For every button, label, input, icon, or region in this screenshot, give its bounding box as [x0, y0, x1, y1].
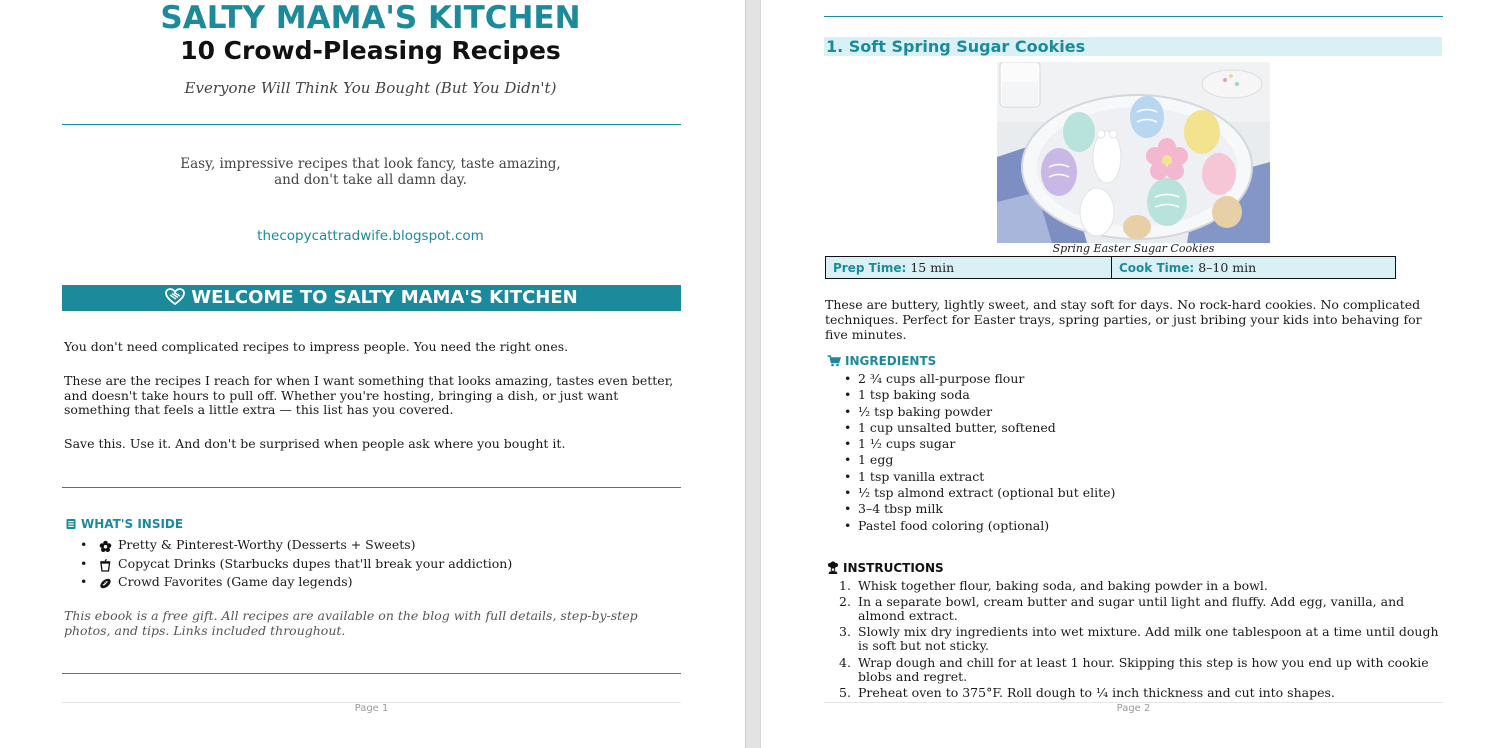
photo-caption: Spring Easter Sugar Cookies — [1052, 242, 1215, 255]
recipe-description: These are buttery, lightly sweet, and stay soft for days. No rock-hard cookies. No complicated techniques. Perfect for Easter trays, spring parties, or just bribing your kids into behaving for five minutes. — [825, 297, 1422, 342]
cart-icon — [827, 355, 841, 367]
step-number: 1. — [839, 578, 851, 593]
ingredients-label: INGREDIENTS — [845, 354, 937, 368]
ebook-subtitle: 10 Crowd-Pleasing Recipes — [180, 36, 561, 65]
divider — [62, 124, 681, 125]
ingredients-heading — [827, 354, 936, 368]
prep-time-cell — [826, 257, 1118, 278]
page-2 — [761, 0, 1500, 748]
intro-line-1: Easy, impressive recipes that look fancy, taste amazing, — [180, 156, 561, 172]
whats-inside-item-favorites: Crowd Favorites (Game day legends) — [118, 574, 353, 589]
list-item — [825, 686, 1445, 700]
divider — [62, 673, 681, 674]
page-number: Page 2 — [1116, 703, 1151, 714]
step-number: 4. — [839, 654, 851, 670]
sugar-cookies-image — [997, 62, 1270, 243]
recipe-title: 1. Soft Spring Sugar Cookies — [824, 37, 1442, 56]
welcome-paragraph-1: You don't need complicated recipes to impress people. You need the right ones. — [64, 339, 569, 354]
step-number: 3. — [839, 624, 851, 640]
brand-title: SALTY MAMA'S KITCHEN — [160, 0, 581, 36]
instructions-list — [825, 579, 1445, 702]
step-number: 5. — [839, 684, 851, 700]
instructions-heading — [827, 561, 944, 575]
cook-time-label: Cook Time: — [1119, 261, 1195, 275]
time-table — [825, 256, 1396, 279]
list-item: • 3–4 tbsp milk — [825, 501, 1425, 517]
list-item: • ½ tsp almond extract (optional but elite) — [825, 485, 1425, 501]
whats-inside-label: WHAT'S INSIDE — [81, 517, 184, 531]
intro-text — [0, 156, 741, 188]
coffee-cup-icon — [99, 559, 112, 572]
instructions-label: INSTRUCTIONS — [843, 561, 944, 575]
list-item — [825, 579, 1445, 593]
heart-hand-icon — [165, 288, 185, 306]
welcome-banner-title: WELCOME TO SALTY MAMA'S KITCHEN — [191, 287, 578, 308]
ingredients-list — [825, 371, 1425, 534]
intro-line-2: and don't take all damn day. — [274, 172, 467, 188]
step-number: 2. — [839, 594, 851, 610]
step-text: Slowly mix dry ingredients into wet mixture. Add milk one tablespoon at a time until dough is soft but not sticky. — [858, 624, 1439, 654]
page-gutter — [745, 0, 761, 748]
list-item: • 1 cup unsalted butter, softened — [825, 420, 1425, 436]
divider — [824, 16, 1443, 17]
page-1 — [0, 0, 745, 748]
cook-time-value: 8–10 min — [1198, 260, 1257, 275]
list-item: • 1 ½ cups sugar — [825, 436, 1425, 452]
whats-inside-item-drinks: Copycat Drinks (Starbucks dupes that'll break your addiction) — [118, 555, 513, 571]
prep-time-value: 15 min — [910, 260, 955, 275]
list-item: • Crowd Favorites (Game day legends) — [80, 574, 353, 589]
gift-note: This ebook is a free gift. All recipes are available on the blog with full details, step-by-step photos, and tips. Links included throughout. — [64, 608, 638, 638]
step-text: In a separate bowl, cream butter and sugar until light and fluffy. Add egg, vanilla, and almond extract. — [858, 594, 1405, 624]
list-item — [825, 656, 1445, 684]
list-item: • 1 egg — [825, 452, 1425, 468]
welcome-paragraph-2: These are the recipes I reach for when I want something that looks amazing, tastes even better, and doesn't take hours to pull off. Whether you're hosting, bringing a dish, or just want something that feels a little extra — this list has you covered. — [64, 373, 674, 417]
list-item: • 1 tsp baking soda — [825, 387, 1425, 403]
chef-icon — [827, 561, 839, 574]
page-number: Page 1 — [354, 703, 389, 714]
prep-time-label: Prep Time: — [833, 261, 907, 275]
whats-inside-item-desserts: Pretty & Pinterest-Worthy (Desserts + Sweets) — [118, 537, 416, 552]
whats-inside-list — [64, 536, 664, 592]
welcome-paragraph-3: Save this. Use it. And don't be surprised when people ask where you bought it. — [64, 436, 566, 451]
list-item: • Pastel food coloring (optional) — [825, 518, 1425, 534]
welcome-banner — [62, 285, 681, 311]
list-item: • Pretty & Pinterest-Worthy (Desserts + Sweets) — [80, 537, 416, 552]
step-text: Preheat oven to 375°F. Roll dough to ¼ inch thickness and cut into shapes. — [858, 684, 1335, 700]
whats-inside-heading — [65, 517, 183, 531]
list-item — [825, 625, 1445, 653]
list-item: • Copycat Drinks (Starbucks dupes that'll break your addiction) — [80, 555, 513, 571]
cookie-photo — [997, 62, 1270, 243]
divider — [62, 487, 681, 488]
book-icon — [65, 518, 77, 530]
step-text: Wrap dough and chill for at least 1 hour. Skipping this step is how you end up with cookie blobs and regret. — [858, 654, 1429, 684]
flower-icon — [99, 540, 112, 553]
list-item — [825, 595, 1445, 623]
list-item: • ½ tsp baking powder — [825, 404, 1425, 420]
cook-time-cell — [1112, 257, 1402, 278]
list-item: • 1 tsp vanilla extract — [825, 469, 1425, 485]
football-icon — [99, 577, 112, 590]
blog-link[interactable]: thecopycattradwife.blogspot.com — [257, 228, 484, 244]
list-item: • 2 ¾ cups all-purpose flour — [825, 371, 1425, 387]
tagline: Everyone Will Think You Bought (But You Didn't) — [184, 79, 557, 97]
step-text: Whisk together flour, baking soda, and baking powder in a bowl. — [858, 578, 1268, 593]
